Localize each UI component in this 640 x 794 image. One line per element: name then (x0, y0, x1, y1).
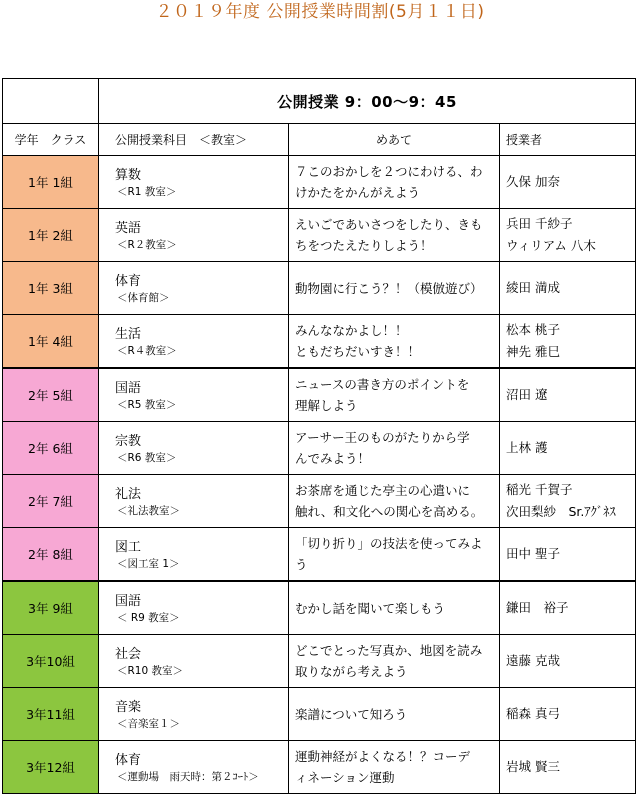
teacher-name: 綾田 満成 (506, 280, 560, 295)
teacher-cell (500, 688, 636, 741)
table-row (3, 635, 636, 688)
subject-cell (99, 688, 289, 741)
teacher-name: 神先 雅巳 (506, 344, 560, 359)
teacher-name: ウィリアム 八木 (506, 238, 596, 253)
subject-name: 算数 (115, 167, 142, 183)
teacher-cell (500, 635, 636, 688)
classroom-label: ＜音楽室１＞ (117, 717, 180, 730)
aim-cell (289, 635, 500, 688)
teacher-cell (500, 528, 636, 582)
teacher-cell (500, 422, 636, 475)
aim-line: 運動神経がよくなる！？コーデ (295, 749, 471, 764)
subject-cell (99, 315, 289, 369)
teacher-name: 稲森 真弓 (506, 706, 560, 721)
table-row (3, 368, 636, 422)
subject-cell (99, 368, 289, 422)
grade-class-cell: 1年 2組 (3, 209, 99, 262)
table-row (3, 156, 636, 209)
aim-cell (289, 528, 500, 582)
aim-line: みんななかよし！！ (295, 323, 408, 338)
header-blank-cell (3, 79, 99, 124)
table-row (3, 209, 636, 262)
teacher-name: 鎌田 裕子 (506, 600, 569, 615)
table-row (3, 741, 636, 794)
teacher-cell (500, 368, 636, 422)
teacher-name: 稲光 千賀子 (506, 482, 573, 497)
grade-class-cell: 1年 4組 (3, 315, 99, 369)
subject-name: 宗教 (115, 433, 142, 449)
subject-name: 体育 (115, 752, 142, 768)
teacher-cell (500, 315, 636, 369)
subject-cell (99, 156, 289, 209)
table-row (3, 262, 636, 315)
classroom-label: ＜R1 教室＞ (117, 185, 177, 198)
aim-cell (289, 741, 500, 794)
aim-line: ともだちだいすき！！ (295, 344, 421, 359)
subject-cell (99, 422, 289, 475)
aim-line: ニュースの書き方のポイントを (295, 377, 470, 392)
col-header-teacher: 授業者 (500, 124, 636, 156)
table-row (3, 422, 636, 475)
teacher-name: 田中 聖子 (506, 546, 560, 561)
teacher-name: 久保 加奈 (506, 174, 560, 189)
aim-cell (289, 209, 500, 262)
teacher-name: 次田梨紗 Sr.ｱｸﾞﾈｽ (506, 504, 616, 519)
grade-class-cell: 2年 6組 (3, 422, 99, 475)
teacher-name: 松本 桃子 (506, 322, 560, 337)
session-title: 公開授業 9：00～9：45 (99, 79, 636, 124)
subject-name: 音楽 (115, 699, 142, 715)
aim-line: むかし話を聞いて楽しもう (295, 600, 446, 616)
teacher-cell (500, 156, 636, 209)
subject-name: 国語 (115, 593, 142, 609)
classroom-label: ＜体育館＞ (117, 291, 170, 304)
column-header-row (3, 124, 636, 156)
teacher-name: 上林 護 (506, 440, 548, 455)
grade-class-cell: 1年 3組 (3, 262, 99, 315)
aim-line: ちをつたえたりしよう！ (295, 238, 433, 253)
schedule-table (2, 78, 636, 794)
aim-cell (289, 156, 500, 209)
grade-class-cell: 2年 5組 (3, 368, 99, 422)
grade-class-cell: 3年11組 (3, 688, 99, 741)
aim-line: 楽譜について知ろう (295, 706, 408, 722)
table-row (3, 315, 636, 369)
subject-name: 社会 (115, 646, 142, 662)
subject-name: 体育 (115, 273, 142, 289)
subject-cell (99, 262, 289, 315)
col-header-grade: 学年 クラス (3, 124, 99, 156)
subject-cell (99, 581, 289, 635)
subject-cell (99, 741, 289, 794)
aim-cell (289, 688, 500, 741)
aim-cell (289, 475, 500, 528)
subject-cell (99, 475, 289, 528)
aim-line: 理解しよう (295, 398, 358, 413)
aim-cell (289, 581, 500, 635)
page-title: ２０１９年度 公開授業時間割(5月１１日) (155, 2, 485, 22)
grade-class-cell: 1年 1組 (3, 156, 99, 209)
grade-class-cell: 2年 8組 (3, 528, 99, 582)
aim-cell (289, 262, 500, 315)
aim-cell (289, 422, 500, 475)
col-header-aim: めあて (289, 124, 500, 156)
aim-line: う (295, 557, 308, 572)
teacher-cell (500, 209, 636, 262)
classroom-label: ＜図工室 1＞ (117, 557, 180, 570)
teacher-name: 兵田 千紗子 (506, 216, 573, 231)
aim-line: えいごであいさつをしたり、きも (295, 217, 483, 232)
classroom-label: ＜礼法教室＞ (117, 504, 180, 517)
table-row (3, 528, 636, 582)
teacher-cell (500, 581, 636, 635)
classroom-label: ＜R10 教室＞ (117, 664, 183, 677)
classroom-label: ＜R２教室＞ (117, 238, 177, 251)
teacher-name: 岩城 賢三 (506, 759, 560, 774)
aim-line: んでみよう！ (295, 451, 371, 466)
subject-cell (99, 209, 289, 262)
teacher-cell (500, 741, 636, 794)
aim-line: 動物園に行こう？！（模倣遊び） (295, 280, 483, 296)
aim-cell (289, 315, 500, 369)
grade-class-cell: 2年 7組 (3, 475, 99, 528)
grade-class-cell: 3年12組 (3, 741, 99, 794)
teacher-cell (500, 475, 636, 528)
grade-class-cell: 3年 9組 (3, 581, 99, 635)
aim-line: どこでとった写真か、地図を読み (295, 643, 483, 658)
aim-line: 触れ、和文化への関心を高める。 (295, 504, 484, 519)
table-row (3, 475, 636, 528)
subject-name: 生活 (115, 326, 142, 342)
subject-cell (99, 528, 289, 582)
classroom-label: ＜運動場 雨天時：第２ｺｰﾄ＞ (117, 770, 259, 783)
classroom-label: ＜R5 教室＞ (117, 398, 177, 411)
aim-line: 「切り折り」の技法を使ってみよ (295, 536, 483, 551)
col-header-subject: 公開授業科目 ＜教室＞ (99, 124, 289, 156)
table-row (3, 688, 636, 741)
teacher-cell (500, 262, 636, 315)
classroom-label: ＜R４教室＞ (117, 344, 177, 357)
subject-cell (99, 635, 289, 688)
aim-line: ７このおかしを２つにわける、わ (295, 164, 483, 179)
teacher-name: 遠藤 克哉 (506, 653, 560, 668)
classroom-label: ＜ R9 教室＞ (117, 611, 180, 624)
aim-line: アーサー王のものがたりから学 (295, 430, 470, 445)
grade-class-cell: 3年10組 (3, 635, 99, 688)
session-header-row (3, 79, 636, 124)
aim-line: ィネーション運動 (295, 770, 395, 785)
teacher-name: 沼田 遼 (506, 387, 548, 402)
aim-line: けかたをかんがえよう (295, 185, 421, 200)
subject-name: 礼法 (115, 486, 142, 502)
classroom-label: ＜R6 教室＞ (117, 451, 177, 464)
subject-name: 国語 (115, 380, 142, 396)
aim-line: 取りながら考えよう (295, 664, 408, 679)
table-row (3, 581, 636, 635)
aim-cell (289, 368, 500, 422)
aim-line: お茶席を通じた亭主の心遣いに (295, 483, 471, 498)
subject-name: 英語 (115, 220, 142, 236)
subject-name: 図工 (115, 539, 142, 555)
